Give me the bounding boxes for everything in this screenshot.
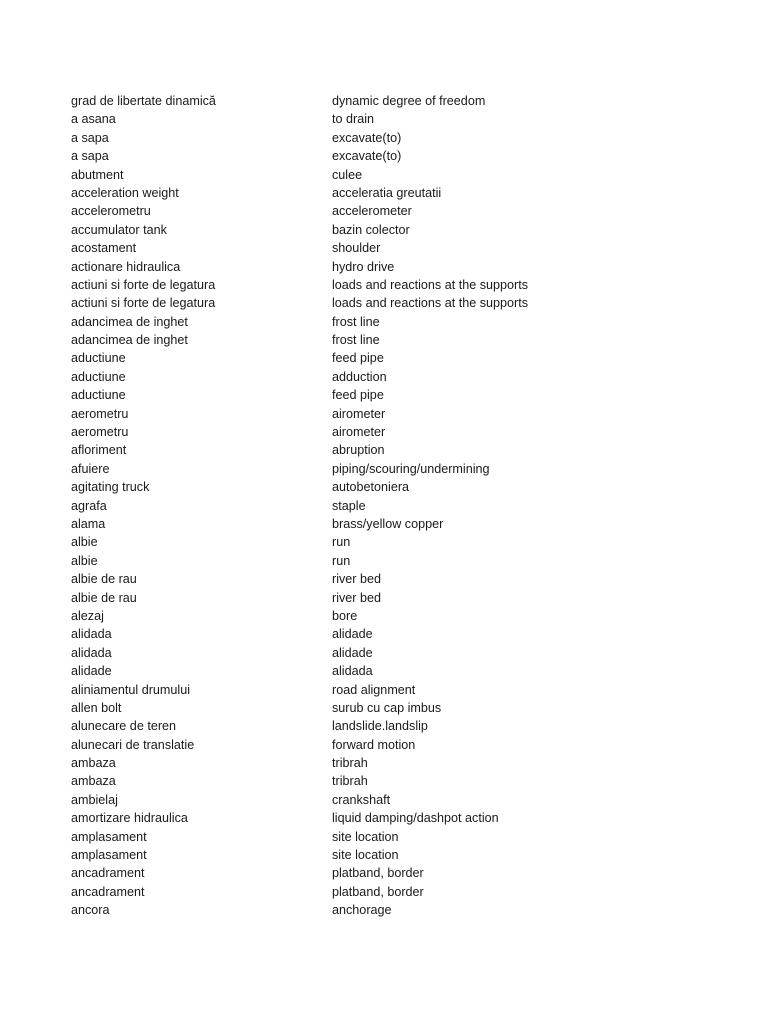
glossary-row <box>71 147 591 165</box>
glossary-row <box>71 184 591 202</box>
romanian-term: ambaza <box>71 756 116 771</box>
english-translation: anchorage <box>332 903 392 918</box>
romanian-term: acostament <box>71 241 137 256</box>
english-translation: feed pipe <box>332 351 384 366</box>
glossary-row <box>71 515 591 533</box>
romanian-term: afuiere <box>71 461 110 476</box>
english-translation: run <box>332 535 351 550</box>
glossary-row <box>71 570 591 588</box>
english-translation: abruption <box>332 443 385 458</box>
glossary-row <box>71 276 591 294</box>
english-translation: culee <box>332 167 363 182</box>
romanian-term: alunecare de teren <box>71 719 177 734</box>
english-translation: autobetoniera <box>332 480 410 495</box>
romanian-term: alezaj <box>71 608 104 623</box>
romanian-term: allen bolt <box>71 700 122 715</box>
glossary-row <box>71 386 591 404</box>
glossary-row <box>71 423 591 441</box>
english-translation: loads and reactions at the supports <box>332 296 529 311</box>
glossary-row <box>71 166 591 184</box>
glossary-row <box>71 92 591 110</box>
english-translation: landslide.landslip <box>332 719 428 734</box>
glossary-row <box>71 736 591 754</box>
english-translation: loads and reactions at the supports <box>332 277 529 292</box>
romanian-term: afloriment <box>71 443 127 458</box>
romanian-term: ancora <box>71 903 110 918</box>
romanian-term: amplasament <box>71 829 147 844</box>
english-translation: forward motion <box>332 737 416 752</box>
english-translation: crankshaft <box>332 792 391 807</box>
glossary-row <box>71 864 591 882</box>
romanian-term: aliniamentul drumului <box>71 682 191 697</box>
glossary-row <box>71 846 591 864</box>
romanian-term: albie de rau <box>71 572 137 587</box>
romanian-term: amplasament <box>71 848 147 863</box>
english-translation: alidade <box>332 627 373 642</box>
english-translation: alidada <box>332 664 373 679</box>
romanian-term: amortizare hidraulica <box>71 811 188 826</box>
romanian-term: adancimea de inghet <box>71 314 188 329</box>
romanian-term: aductiune <box>71 351 126 366</box>
romanian-term: aerometru <box>71 406 129 421</box>
glossary-row <box>71 883 591 901</box>
glossary-row <box>71 478 591 496</box>
english-translation: platband, border <box>332 884 424 899</box>
romanian-term: accumulator tank <box>71 222 167 237</box>
english-translation: alidade <box>332 645 373 660</box>
english-translation: excavate(to) <box>332 149 402 164</box>
romanian-term: alunecari de translatie <box>71 737 195 752</box>
romanian-term: albie <box>71 535 98 550</box>
english-translation: bore <box>332 608 358 623</box>
english-translation: bazin colector <box>332 222 410 237</box>
romanian-term: albie <box>71 553 98 568</box>
romanian-term: ancadrament <box>71 884 145 899</box>
romanian-term: acceleration weight <box>71 185 179 200</box>
glossary-row <box>71 662 591 680</box>
english-translation: platband, border <box>332 866 424 881</box>
english-translation: airometer <box>332 425 386 440</box>
glossary-row <box>71 460 591 478</box>
glossary-row <box>71 901 591 919</box>
glossary-row <box>71 368 591 386</box>
romanian-term: ambielaj <box>71 792 118 807</box>
english-translation: hydro drive <box>332 259 395 274</box>
romanian-term: alama <box>71 516 106 531</box>
english-translation: dynamic degree of freedom <box>332 94 486 108</box>
english-translation: road alignment <box>332 682 416 697</box>
english-translation: frost line <box>332 314 380 329</box>
english-translation: surub cu cap imbus <box>332 700 442 715</box>
romanian-term: ambaza <box>71 774 116 789</box>
glossary-row <box>71 129 591 147</box>
english-translation: site location <box>332 829 399 844</box>
english-translation: accelerometer <box>332 204 412 219</box>
glossary-row <box>71 589 591 607</box>
english-translation: excavate(to) <box>332 130 402 145</box>
glossary-row <box>71 331 591 349</box>
english-translation: to drain <box>332 112 375 127</box>
glossary-row <box>71 441 591 459</box>
english-translation: run <box>332 553 351 568</box>
glossary-row <box>71 644 591 662</box>
romanian-term: abutment <box>71 167 124 182</box>
romanian-term: agitating truck <box>71 480 150 495</box>
glossary-row <box>71 791 591 809</box>
romanian-term: a sapa <box>71 130 109 145</box>
english-translation: shoulder <box>332 241 381 256</box>
glossary-row <box>71 533 591 551</box>
glossary-row <box>71 625 591 643</box>
english-translation: frost line <box>332 333 380 348</box>
glossary-row <box>71 349 591 367</box>
glossary-row <box>71 110 591 128</box>
english-translation: liquid damping/dashpot action <box>332 811 499 826</box>
english-translation: piping/scouring/undermining <box>332 461 490 476</box>
english-translation: brass/yellow copper <box>332 516 444 531</box>
romanian-term: ancadrament <box>71 866 145 881</box>
glossary-row <box>71 699 591 717</box>
romanian-term: agrafa <box>71 498 107 513</box>
english-translation: river bed <box>332 590 381 605</box>
english-translation: river bed <box>332 572 381 587</box>
glossary-row <box>71 754 591 772</box>
romanian-term: a asana <box>71 112 116 127</box>
english-translation: site location <box>332 848 399 863</box>
glossary-row <box>71 607 591 625</box>
romanian-term: actiuni si forte de legatura <box>71 296 216 311</box>
glossary-row <box>71 313 591 331</box>
romanian-term: aductiune <box>71 388 126 403</box>
romanian-term: aductiune <box>71 369 126 384</box>
romanian-term: alidada <box>71 645 112 660</box>
romanian-term: alidada <box>71 627 112 642</box>
english-translation: acceleratia greutatii <box>332 185 442 200</box>
glossary-row <box>71 497 591 515</box>
romanian-term: grad de libertate dinamică <box>71 94 216 108</box>
glossary-row <box>71 828 591 846</box>
romanian-term: albie de rau <box>71 590 137 605</box>
romanian-term: actionare hidraulica <box>71 259 181 274</box>
romanian-term: aerometru <box>71 425 129 440</box>
glossary-row <box>71 809 591 827</box>
english-translation: airometer <box>332 406 386 421</box>
glossary-list <box>71 92 591 920</box>
glossary-row <box>71 405 591 423</box>
glossary-row <box>71 681 591 699</box>
glossary-row <box>71 294 591 312</box>
english-translation: staple <box>332 498 366 513</box>
glossary-row <box>71 221 591 239</box>
english-translation: tribrah <box>332 774 368 789</box>
english-translation: adduction <box>332 369 387 384</box>
glossary-row <box>71 772 591 790</box>
romanian-term: accelerometru <box>71 204 151 219</box>
english-translation: tribrah <box>332 756 368 771</box>
glossary-row <box>71 202 591 220</box>
glossary-row <box>71 552 591 570</box>
glossary-row <box>71 258 591 276</box>
romanian-term: alidade <box>71 664 112 679</box>
glossary-row <box>71 717 591 735</box>
english-translation: feed pipe <box>332 388 384 403</box>
romanian-term: adancimea de inghet <box>71 333 188 348</box>
romanian-term: actiuni si forte de legatura <box>71 277 216 292</box>
romanian-term: a sapa <box>71 149 109 164</box>
glossary-row <box>71 239 591 257</box>
